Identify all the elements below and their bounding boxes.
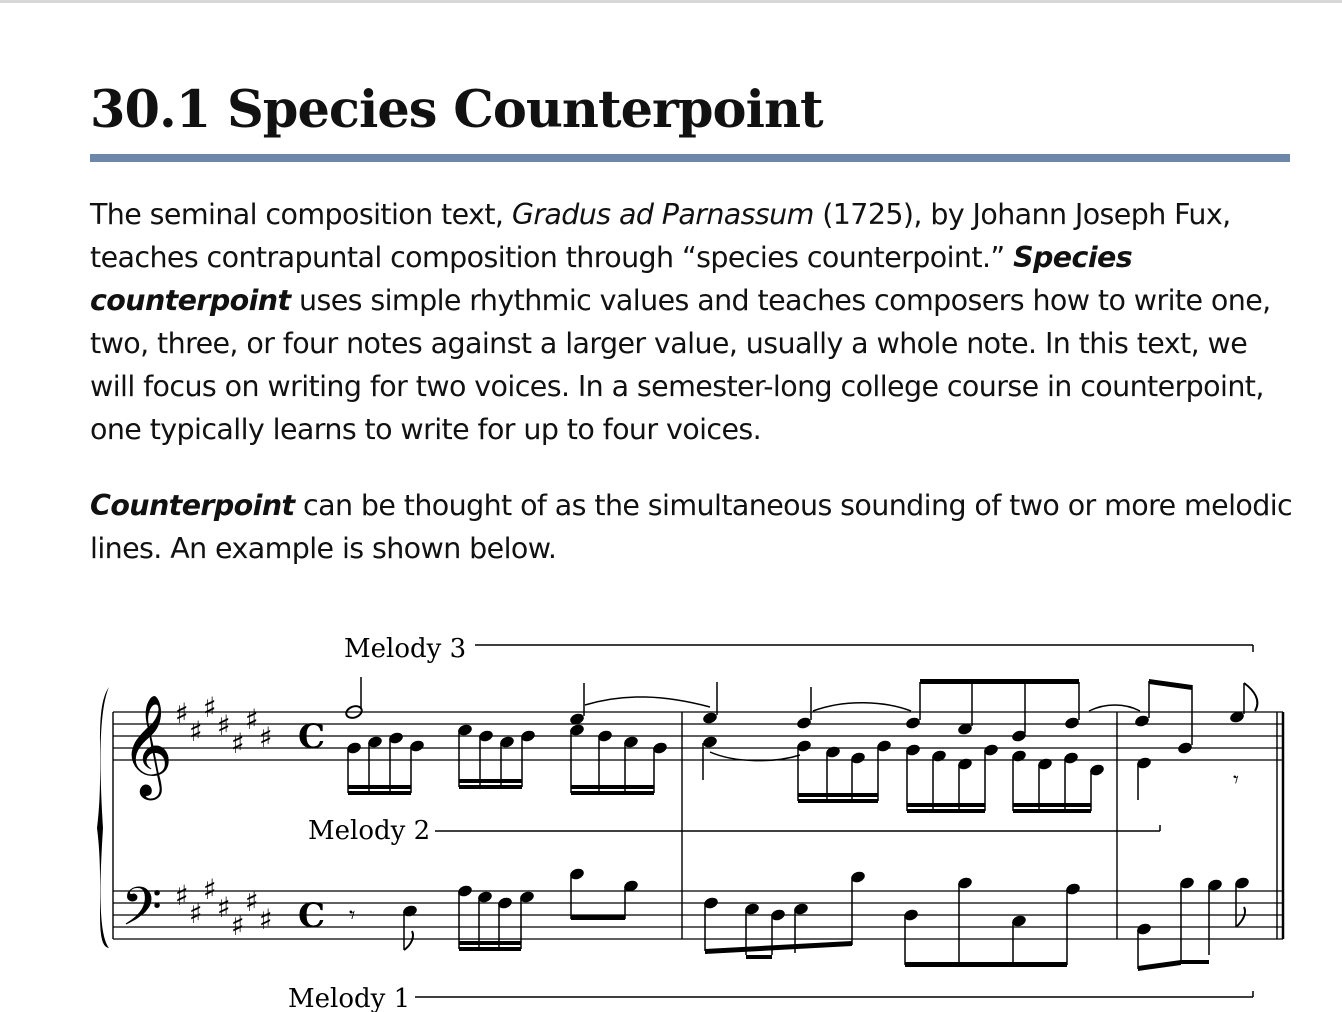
- intro-text-1: The seminal composition text,: [90, 198, 512, 231]
- title-underline: [90, 154, 1290, 162]
- svg-text:♯: ♯: [189, 715, 203, 748]
- bass-staff: [113, 891, 1283, 939]
- melody-2-label: Melody 2: [308, 816, 431, 846]
- melody-3-line: [475, 645, 1253, 652]
- term-species-counterpoint: Species counterpoint: [90, 241, 1133, 317]
- bass-time-signature: C: [298, 896, 326, 936]
- intro-text-2: (1725), by Johann Joseph Fux, teaches contrapuntal composition through “species counterpoint.”: [90, 198, 1231, 274]
- treble-time-signature: C: [298, 717, 326, 757]
- top-border: [0, 0, 1342, 3]
- intro-text-3: uses simple rhythmic values and teaches composers how to write one, two, three, or four notes against a larger value, usually a whole note. In this text, we will focus on writing for two voices. In a semester-long college course in counterpoint, one typically learns to write for up to four voices.: [90, 284, 1271, 446]
- treble-notes: [345, 677, 1258, 813]
- svg-text:♯: ♯: [231, 727, 245, 760]
- svg-text:♯: ♯: [217, 891, 231, 924]
- svg-text:𝄾: 𝄾: [349, 901, 356, 929]
- melody-3-label: Melody 3: [344, 634, 467, 664]
- treble-clef-icon: 𝄞: [121, 693, 174, 796]
- grand-staff-brace: [97, 687, 109, 948]
- page-title: 30.1 Species Counterpoint: [90, 80, 823, 140]
- svg-text:♯: ♯: [217, 709, 231, 742]
- svg-text:♯: ♯: [231, 909, 245, 942]
- book-title: Gradus ad Parnassum: [511, 198, 814, 231]
- svg-text:♯: ♯: [203, 873, 217, 906]
- svg-text:♯: ♯: [175, 697, 189, 730]
- intro-paragraph: [90, 193, 1295, 451]
- bass-key-signature: [175, 873, 273, 942]
- svg-text:♯: ♯: [189, 897, 203, 930]
- treble-key-signature: [175, 691, 273, 760]
- bass-notes: [349, 867, 1250, 971]
- melody-2-line: [435, 825, 1160, 831]
- bass-clef-icon: 𝄢: [121, 877, 163, 951]
- barlines: [113, 712, 1283, 939]
- svg-text:♯: ♯: [245, 703, 259, 736]
- treble-staff: [113, 712, 1283, 760]
- svg-text:♯: ♯: [175, 879, 189, 912]
- definition-paragraph: [90, 484, 1295, 570]
- svg-text:♯: ♯: [259, 903, 273, 936]
- svg-text:♯: ♯: [203, 691, 217, 724]
- melody-1-label: Melody 1: [288, 984, 411, 1012]
- svg-text:♯: ♯: [245, 885, 259, 918]
- svg-text:𝄾: 𝄾: [1233, 768, 1239, 793]
- svg-text:♯: ♯: [259, 721, 273, 754]
- melody-1-line: [415, 991, 1253, 997]
- definition-text: can be thought of as the simultaneous sounding of two or more melodic lines. An example is shown below.: [90, 489, 1293, 565]
- music-score: [85, 615, 1295, 1012]
- term-counterpoint: Counterpoint: [90, 489, 295, 522]
